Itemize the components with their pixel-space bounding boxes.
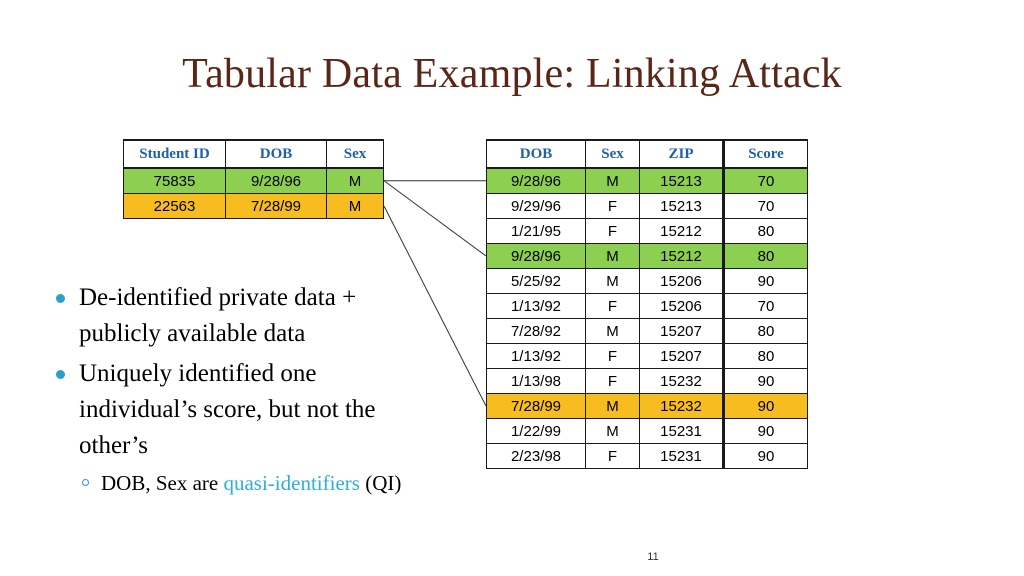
column-header-score: Score bbox=[724, 140, 808, 168]
sex-cell: F bbox=[586, 294, 640, 319]
sex-cell: M bbox=[327, 168, 384, 194]
sex-cell: F bbox=[586, 444, 640, 469]
slide-title: Tabular Data Example: Linking Attack bbox=[182, 51, 842, 97]
column-header-student-id: Student ID bbox=[124, 140, 226, 168]
score-cell: 90 bbox=[724, 419, 808, 444]
sex-cell: M bbox=[586, 269, 640, 294]
dob-cell: 1/13/98 bbox=[487, 369, 586, 394]
score-cell: 90 bbox=[724, 369, 808, 394]
score-cell: 80 bbox=[724, 344, 808, 369]
sex-cell: F bbox=[586, 369, 640, 394]
score-cell: 70 bbox=[724, 194, 808, 219]
zip-cell: 15232 bbox=[640, 394, 724, 419]
dob-cell: 9/28/96 bbox=[487, 244, 586, 269]
zip-cell: 15212 bbox=[640, 244, 724, 269]
zip-cell: 15207 bbox=[640, 319, 724, 344]
sub-bullet-ring-icon bbox=[82, 479, 89, 486]
bullet-dot-icon bbox=[56, 294, 65, 303]
column-header-dob: DOB bbox=[226, 140, 327, 168]
zip-cell: 15213 bbox=[640, 194, 724, 219]
score-cell: 90 bbox=[724, 444, 808, 469]
sex-cell: F bbox=[586, 194, 640, 219]
dob-cell: 1/22/99 bbox=[487, 419, 586, 444]
bullet-item bbox=[52, 356, 402, 464]
sub-bullet-suffix: (QI) bbox=[359, 471, 402, 495]
bullet-text: De-identified private data + publicly available data bbox=[79, 284, 357, 347]
page-number: 11 bbox=[647, 551, 659, 563]
dob-cell: 7/28/99 bbox=[487, 394, 586, 419]
score-cell: 90 bbox=[724, 269, 808, 294]
zip-cell: 15206 bbox=[640, 269, 724, 294]
score-cell: 70 bbox=[724, 168, 808, 194]
dob-cell: 9/28/96 bbox=[487, 168, 586, 194]
column-header-sex: Sex bbox=[586, 140, 640, 168]
dob-cell: 5/25/92 bbox=[487, 269, 586, 294]
zip-cell: 15232 bbox=[640, 369, 724, 394]
student-id-cell: 75835 bbox=[124, 168, 226, 194]
link-line bbox=[384, 181, 486, 256]
sub-bullet-prefix: DOB, Sex are bbox=[101, 471, 224, 495]
sex-cell: M bbox=[327, 194, 384, 219]
sex-cell: M bbox=[586, 168, 640, 194]
dob-cell: 1/21/95 bbox=[487, 219, 586, 244]
score-cell: 80 bbox=[724, 319, 808, 344]
column-header-sex: Sex bbox=[327, 140, 384, 168]
score-cell: 90 bbox=[724, 394, 808, 419]
sub-bullet-item bbox=[52, 468, 402, 498]
dob-cell: 9/29/96 bbox=[487, 194, 586, 219]
dob-cell: 1/13/92 bbox=[487, 294, 586, 319]
zip-cell: 15212 bbox=[640, 219, 724, 244]
sex-cell: M bbox=[586, 419, 640, 444]
bullet-text: Uniquely identified one individual’s score, but not the other’s bbox=[79, 360, 376, 459]
sex-cell: F bbox=[586, 219, 640, 244]
sex-cell: M bbox=[586, 244, 640, 269]
score-cell: 80 bbox=[724, 219, 808, 244]
column-header-dob: DOB bbox=[487, 140, 586, 168]
dob-cell: 7/28/92 bbox=[487, 319, 586, 344]
sex-cell: M bbox=[586, 394, 640, 419]
bullet-dot-icon bbox=[56, 370, 65, 379]
zip-cell: 15213 bbox=[640, 168, 724, 194]
column-header-zip: ZIP bbox=[640, 140, 724, 168]
quasi-identifiers-term: quasi-identifiers bbox=[223, 471, 360, 495]
bullet-item bbox=[52, 280, 402, 352]
sex-cell: F bbox=[586, 344, 640, 369]
dob-cell: 1/13/92 bbox=[487, 344, 586, 369]
score-cell: 80 bbox=[724, 244, 808, 269]
dob-cell: 2/23/98 bbox=[487, 444, 586, 469]
sex-cell: M bbox=[586, 319, 640, 344]
zip-cell: 15207 bbox=[640, 344, 724, 369]
zip-cell: 15206 bbox=[640, 294, 724, 319]
zip-cell: 15231 bbox=[640, 444, 724, 469]
student-id-cell: 22563 bbox=[124, 194, 226, 219]
score-cell: 70 bbox=[724, 294, 808, 319]
dob-cell: 9/28/96 bbox=[226, 168, 327, 194]
zip-cell: 15231 bbox=[640, 419, 724, 444]
bullet-list bbox=[52, 280, 402, 498]
dob-cell: 7/28/99 bbox=[226, 194, 327, 219]
